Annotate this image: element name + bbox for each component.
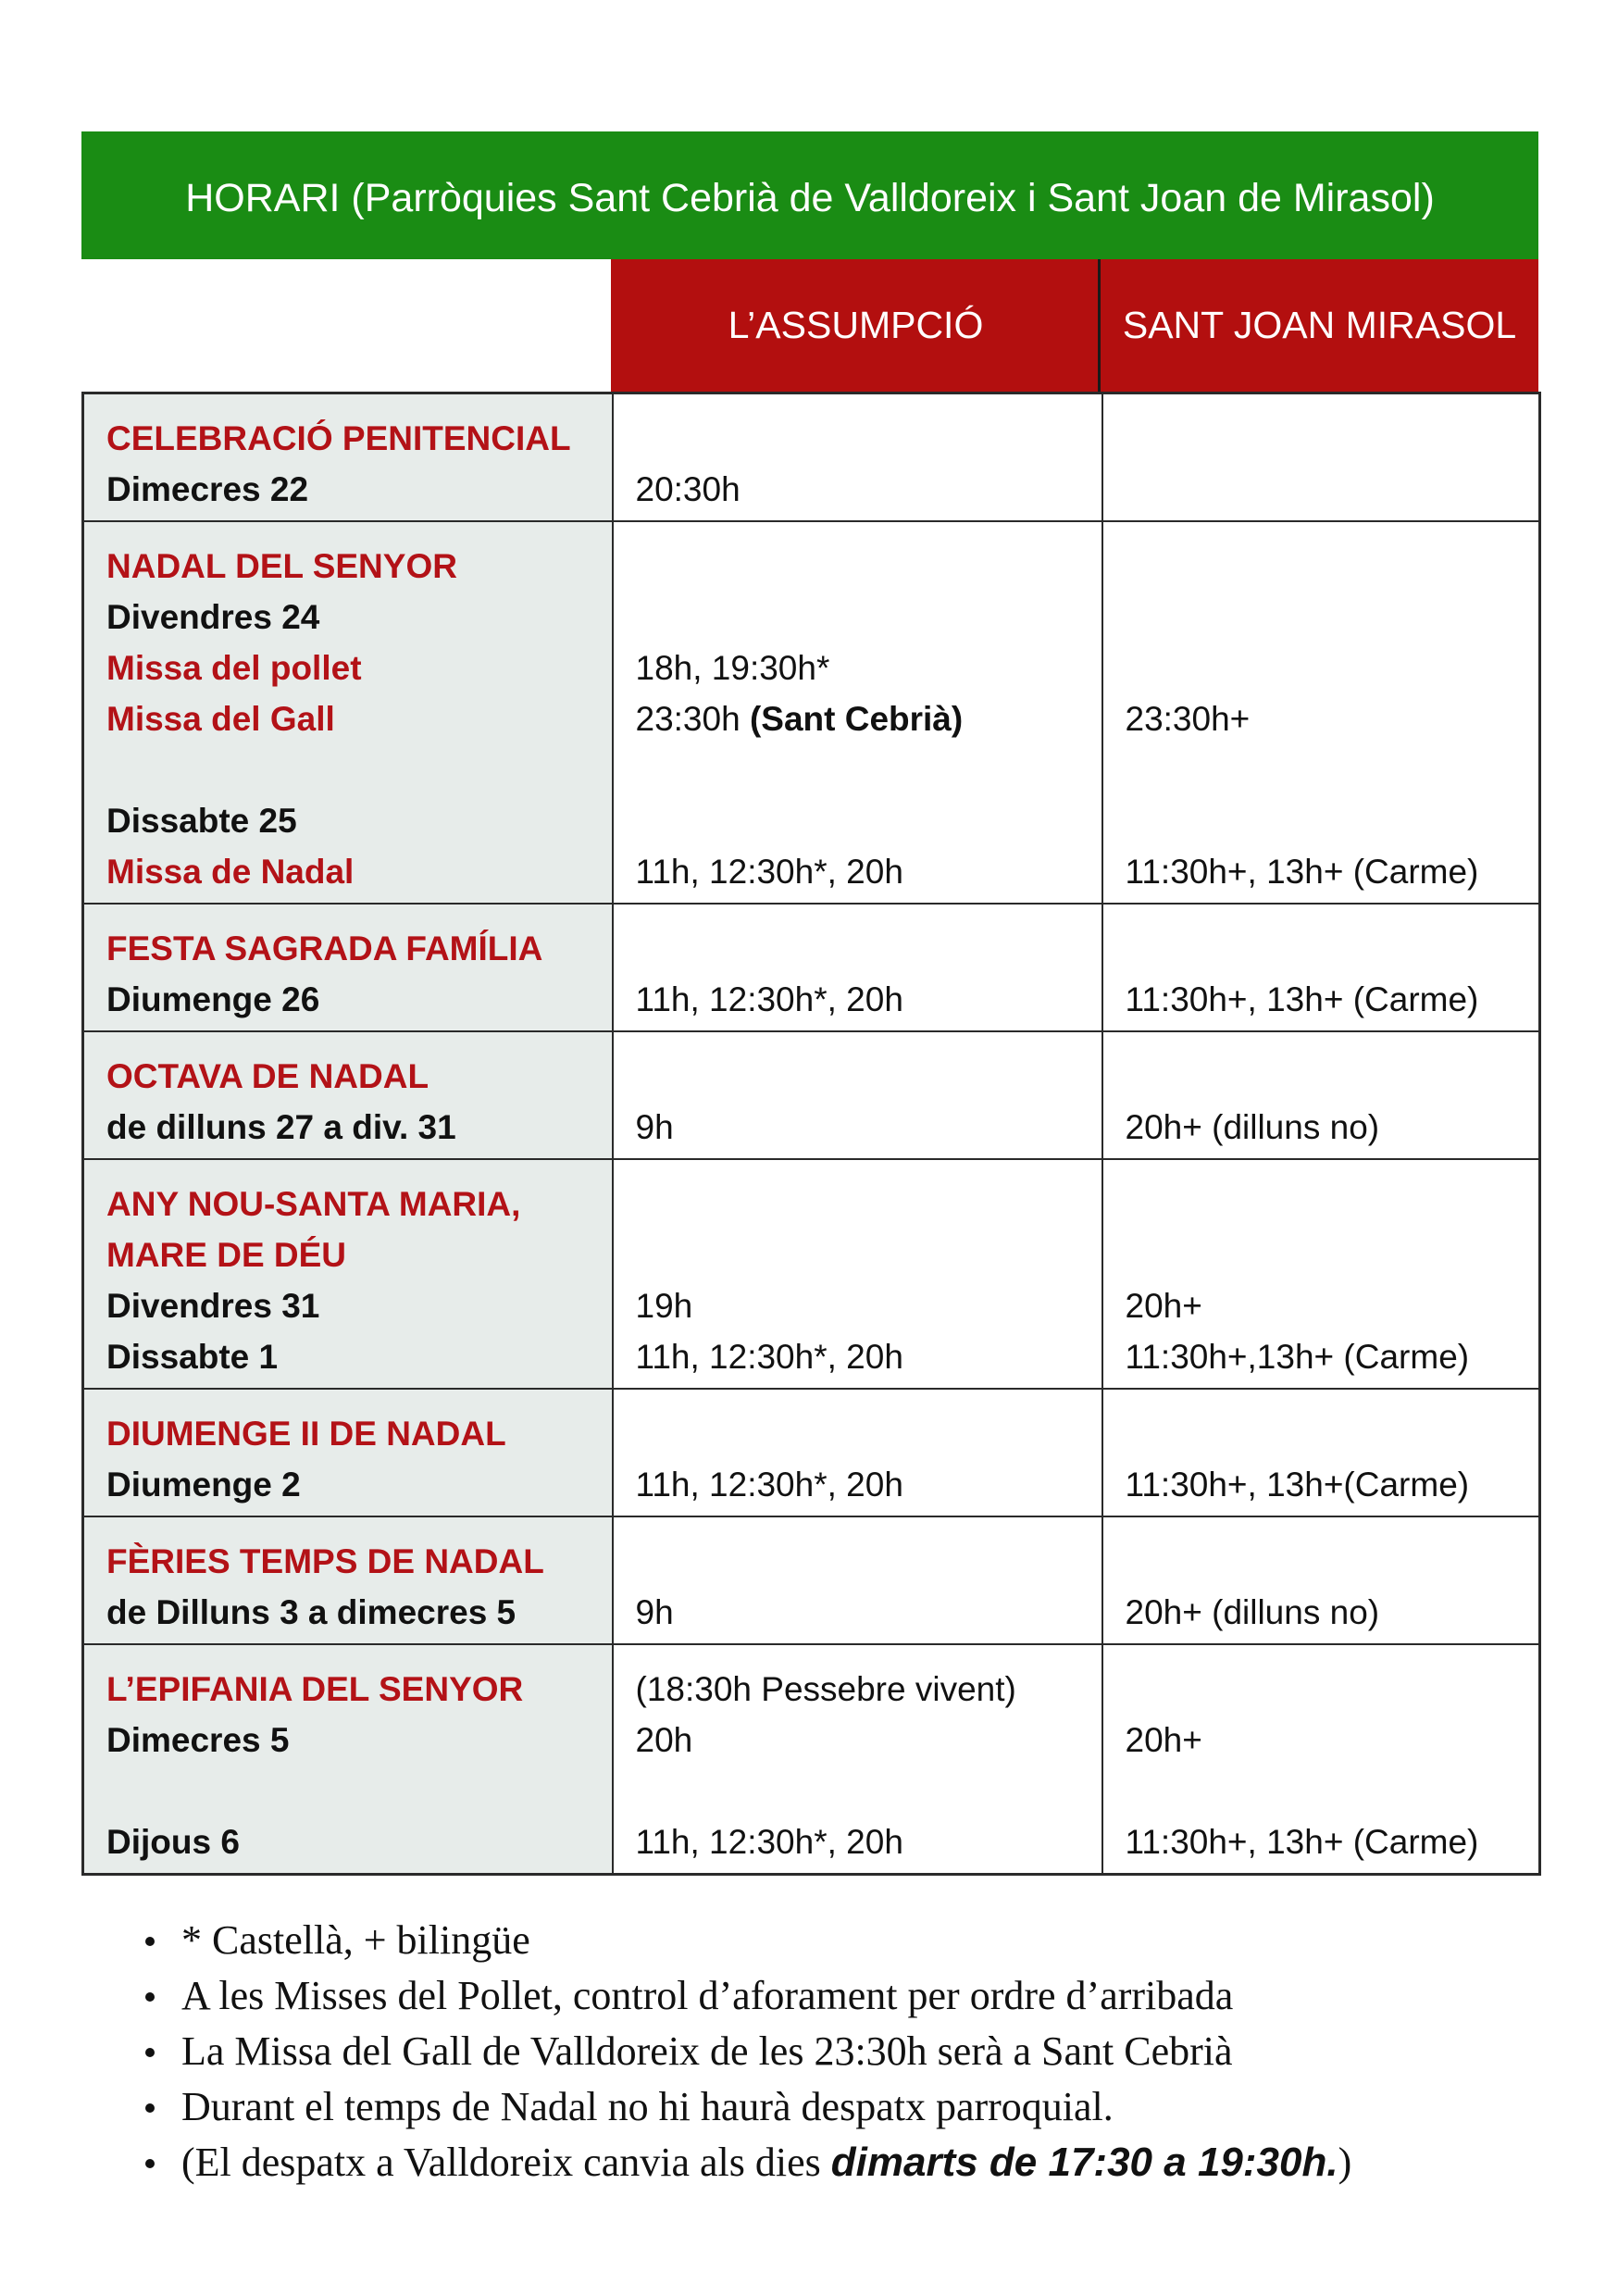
event-label: OCTAVA DE NADAL xyxy=(106,1057,429,1095)
event-label: DIUMENGE II DE NADAL xyxy=(106,1415,506,1453)
time-text: 11h, 12:30h*, 20h xyxy=(635,853,903,891)
time-text: 20h xyxy=(635,1721,693,1759)
mirasol-times-cell xyxy=(1102,1031,1540,1159)
event-cell xyxy=(83,393,613,522)
note-text: A les Misses del Pollet, control d’aforament per ordre d’arribada xyxy=(181,1973,1234,2018)
bullet-icon xyxy=(145,2048,155,2057)
time-text: 11h, 12:30h*, 20h xyxy=(635,1466,903,1504)
time-text: (18:30h Pessebre vivent) xyxy=(635,1670,1016,1708)
time-text: 18h, 19:30h* xyxy=(635,649,830,687)
time-text: 9h xyxy=(635,1108,674,1146)
time-text: 9h xyxy=(635,1593,674,1631)
assumpcio-times-cell xyxy=(613,1159,1102,1389)
time-text: 20h+ (dilluns no) xyxy=(1125,1593,1380,1631)
time-text: 11h, 12:30h*, 20h xyxy=(635,1823,903,1861)
note-text: * Castellà, + bilingüe xyxy=(181,1917,530,1963)
schedule-row xyxy=(83,1516,1540,1644)
event-label: FÈRIES TEMPS DE NADAL xyxy=(106,1542,544,1580)
time-text: 11:30h+, 13h+ (Carme) xyxy=(1125,1823,1479,1861)
event-cell xyxy=(83,1031,613,1159)
time-text: 23:30h+ xyxy=(1125,700,1251,738)
assumpcio-times-cell xyxy=(613,521,1102,904)
event-label: Dijous 6 xyxy=(106,1823,240,1861)
event-label: Missa de Nadal xyxy=(106,853,355,891)
note-closing: ) xyxy=(1338,2140,1352,2185)
note-item xyxy=(181,2024,1351,2079)
schedule-title: HORARI (Parròquies Sant Cebrià de Valldoreix i Sant Joan de Mirasol) xyxy=(185,175,1435,220)
schedule-row xyxy=(83,1031,1540,1159)
event-label: FESTA SAGRADA FAMÍLIA xyxy=(106,930,543,967)
schedule-row xyxy=(83,1389,1540,1516)
event-label: Diumenge 2 xyxy=(106,1466,301,1504)
note-item xyxy=(181,1968,1351,2024)
assumpcio-times-cell xyxy=(613,1644,1102,1875)
event-cell xyxy=(83,1389,613,1516)
note-text: (El despatx a Valldoreix canvia als dies xyxy=(181,2140,831,2185)
event-label: Divendres 24 xyxy=(106,598,320,636)
assumpcio-times-cell xyxy=(613,393,1102,522)
mirasol-times-cell xyxy=(1102,393,1540,522)
column-header-label: L’ASSUMPCIÓ xyxy=(728,304,984,346)
event-cell xyxy=(83,1159,613,1389)
time-text: 20h+ xyxy=(1125,1721,1202,1759)
schedule-table xyxy=(81,392,1541,1876)
schedule-row xyxy=(83,393,1540,522)
assumpcio-times-cell xyxy=(613,1031,1102,1159)
bullet-icon xyxy=(145,1992,155,2002)
note-text: La Missa del Gall de Valldoreix de les 23:30h serà a Sant Cebrià xyxy=(181,2028,1233,2074)
event-cell xyxy=(83,1516,613,1644)
mirasol-times-cell xyxy=(1102,1644,1540,1875)
time-text: 11:30h+, 13h+(Carme) xyxy=(1125,1466,1470,1504)
event-label: Missa del Gall xyxy=(106,700,335,738)
event-label: Divendres 31 xyxy=(106,1287,320,1325)
note-item xyxy=(181,2135,1351,2190)
mirasol-times-cell xyxy=(1102,1516,1540,1644)
time-text: 11:30h+,13h+ (Carme) xyxy=(1125,1338,1470,1376)
column-header-label: SANT JOAN MIRASOL xyxy=(1122,304,1517,346)
mirasol-times-cell xyxy=(1102,1159,1540,1389)
time-text: 20h+ xyxy=(1125,1287,1202,1325)
event-label: Dimecres 22 xyxy=(106,470,309,508)
time-text: 11h, 12:30h*, 20h xyxy=(635,1338,903,1376)
assumpcio-times-cell xyxy=(613,1389,1102,1516)
column-header-assumpcio xyxy=(611,259,1101,392)
event-label: Diumenge 26 xyxy=(106,980,320,1018)
schedule-row xyxy=(83,1159,1540,1389)
schedule-row xyxy=(83,1644,1540,1875)
note-item xyxy=(181,1913,1351,1968)
schedule-title-banner xyxy=(81,131,1538,259)
notes-list xyxy=(181,1913,1351,2190)
time-text: 11:30h+, 13h+ (Carme) xyxy=(1125,853,1479,891)
note-item xyxy=(181,2079,1351,2135)
mirasol-times-cell xyxy=(1102,521,1540,904)
bullet-icon xyxy=(145,2103,155,2113)
event-label: CELEBRACIÓ PENITENCIAL xyxy=(106,419,571,457)
event-label: Missa del pollet xyxy=(106,649,362,687)
event-label: Dissabte 1 xyxy=(106,1338,279,1376)
time-text: 23:30h xyxy=(635,700,750,738)
time-text: 20:30h xyxy=(635,470,741,508)
note-text: Durant el temps de Nadal no hi haurà despatx parroquial. xyxy=(181,2084,1114,2129)
event-cell xyxy=(83,1644,613,1875)
event-label: Dissabte 25 xyxy=(106,802,297,840)
event-label: L’EPIFANIA DEL SENYOR xyxy=(106,1670,524,1708)
event-label: de Dilluns 3 a dimecres 5 xyxy=(106,1593,517,1631)
time-text: 20h+ (dilluns no) xyxy=(1125,1108,1380,1146)
event-label: NADAL DEL SENYOR xyxy=(106,547,457,585)
mirasol-times-cell xyxy=(1102,904,1540,1031)
event-label: Dimecres 5 xyxy=(106,1721,290,1759)
note-emphasis: dimarts de 17:30 a 19:30h. xyxy=(830,2140,1338,2185)
column-header-sant-joan-mirasol xyxy=(1101,259,1538,392)
event-cell xyxy=(83,904,613,1031)
time-text: 11h, 12:30h*, 20h xyxy=(635,980,903,1018)
mirasol-times-cell xyxy=(1102,1389,1540,1516)
time-text: 11:30h+, 13h+ (Carme) xyxy=(1125,980,1479,1018)
event-label: de dilluns 27 a div. 31 xyxy=(106,1108,456,1146)
event-cell xyxy=(83,521,613,904)
schedule-row xyxy=(83,521,1540,904)
location-note: (Sant Cebrià) xyxy=(749,700,964,738)
bullet-icon xyxy=(145,1937,155,1946)
bullet-icon xyxy=(145,2159,155,2168)
time-text: 19h xyxy=(635,1287,693,1325)
event-label: MARE DE DÉU xyxy=(106,1236,347,1274)
event-label: ANY NOU-SANTA MARIA, xyxy=(106,1185,521,1223)
assumpcio-times-cell xyxy=(613,904,1102,1031)
assumpcio-times-cell xyxy=(613,1516,1102,1644)
schedule-row xyxy=(83,904,1540,1031)
